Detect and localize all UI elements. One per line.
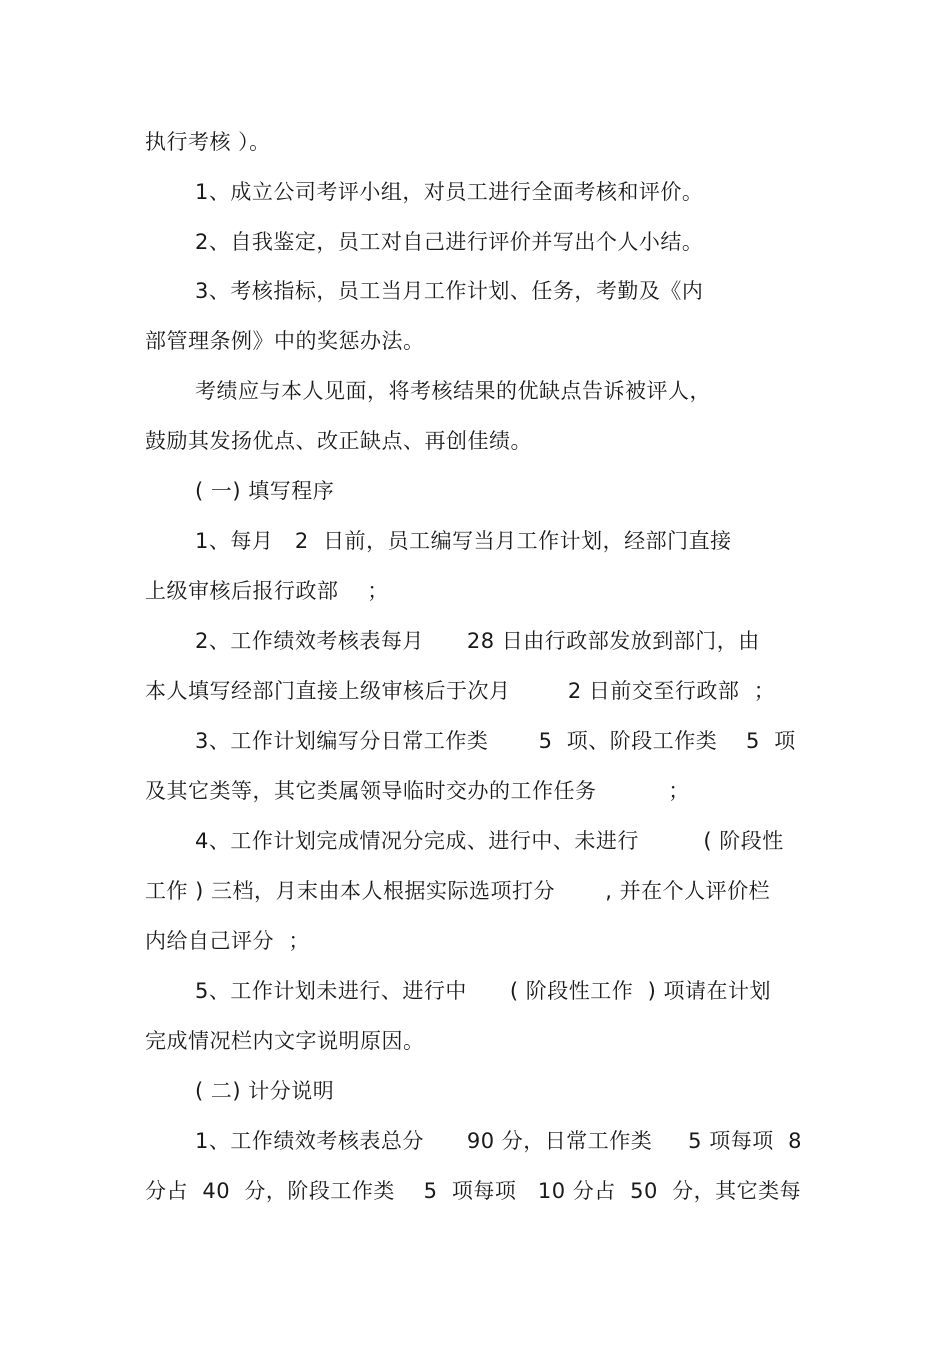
text-line: 1、成立公司考评小组，对员工进行全面考核和评价。 [195,180,704,204]
text-line: 及其它类等，其它类属领导临时交办的工作任务 ； [145,779,690,803]
text-line: 5、工作计划未进行、进行中 ( 阶段性工作 ) 项请在计划 [195,979,771,1003]
text-line: 2、自我鉴定，员工对自己进行评价并写出个人小结。 [195,230,704,254]
section-heading: ( 二) 计分说明 [195,1079,335,1103]
text-line: 内给自己评分 ； [145,929,310,953]
text-line: 考绩应与本人见面，将考核结果的优缺点告诉被评人， [195,379,711,403]
text-line: 2、工作绩效考核表每月 28 日由行政部发放到部门，由 [195,629,760,653]
text-line: 3、工作计划编写分日常工作类 5 项、阶段工作类 5 项 [195,729,796,753]
text-line: 工作 ) 三档，月末由本人根据实际选项打分 , 并在个人评价栏 [145,879,771,903]
section-heading: ( 一) 填写程序 [195,479,335,503]
text-line: 本人填写经部门直接上级审核后于次月 2 日前交至行政部 ； [145,679,776,703]
text-line: 鼓励其发扬优点、改正缺点、再创佳绩。 [145,429,532,453]
text-line: 3、考核指标，员工当月工作计划、任务，考勤及《内 [195,279,704,303]
text-line: 1、每月 2 日前，员工编写当月工作计划，经部门直接 [195,529,732,553]
text-line: 上级审核后报行政部 ； [145,579,389,603]
text-line: 部管理条例》中的奖惩办法。 [145,329,425,353]
text-line: 执行考核 ）。 [145,130,271,154]
text-line: 分占 40 分，阶段工作类 5 项每项 10 分占 50 分，其它类每 [145,1179,802,1203]
text-line: 4、工作计划完成情况分完成、进行中、未进行 ( 阶段性 [195,829,784,853]
text-line: 1、工作绩效考核表总分 90 分，日常工作类 5 项每项 8 [195,1129,802,1153]
text-line: 完成情况栏内文字说明原因。 [145,1029,425,1053]
